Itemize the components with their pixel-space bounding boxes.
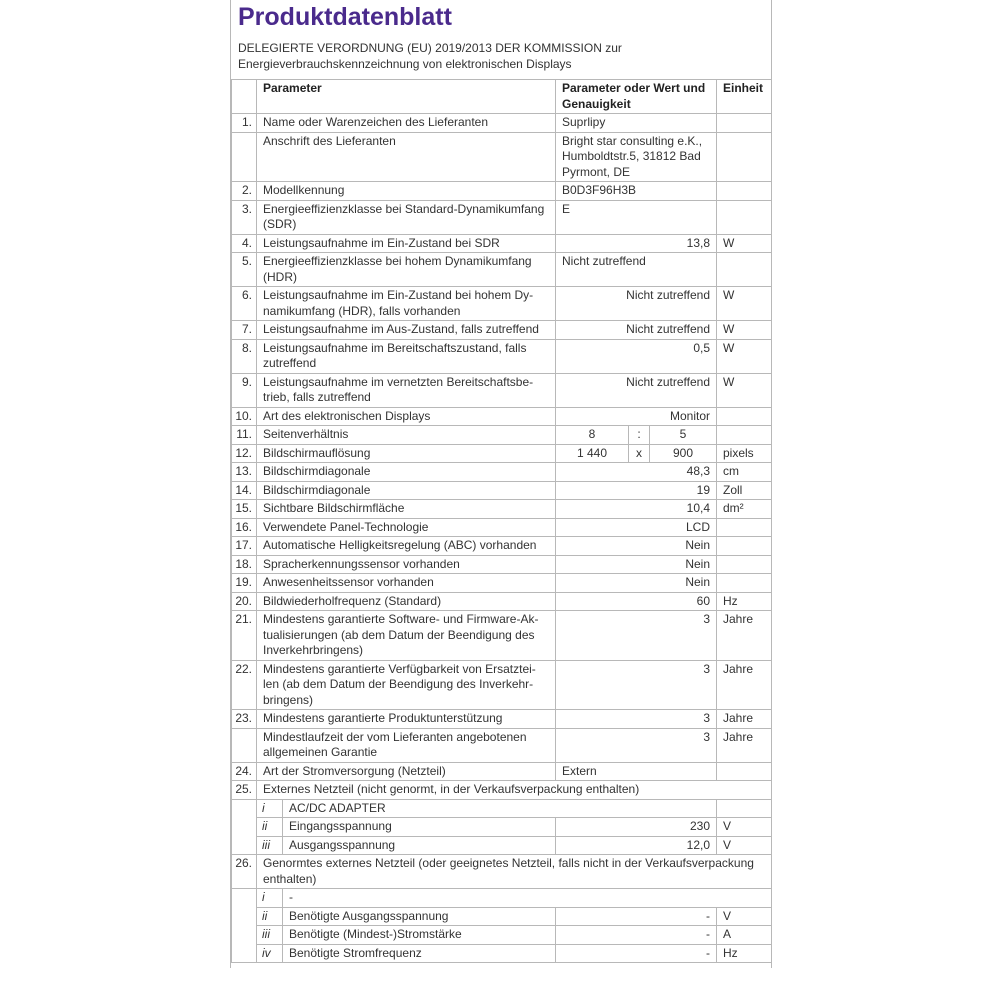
table-row: 8. Leistungsaufnahme im Bereitschaftszustand, falls zutreffend 0,5 W: [232, 339, 772, 373]
table-row: Anschrift des Lieferanten Bright star consulting e.K., Humboldtstr.5, 31812 Bad Pyrmont, DE: [232, 132, 772, 182]
table-row: 2. Modellkennung B0D3F96H3B: [232, 182, 772, 201]
table-row: 22. Mindestens garantierte Verfügbarkeit von Ersatztei- len (ab dem Datum der Beendigung des Inverkehr- bringens) 3 Jahre: [232, 660, 772, 710]
table-row: 5. Energieeffizienzklasse bei hohem Dynamikumfang (HDR) Nicht zutreffend: [232, 253, 772, 287]
table-row: 19. Anwesenheitssensor vorhanden Nein: [232, 574, 772, 593]
table-row: 17. Automatische Helligkeitsregelung (ABC) vorhanden Nein: [232, 537, 772, 556]
header-parameter: Parameter: [257, 80, 556, 114]
table-subrow: iii Ausgangsspannung 12,0 V: [232, 836, 772, 855]
table-row: 10. Art des elektronischen Displays Monitor: [232, 407, 772, 426]
table-row: 16. Verwendete Panel-Technologie LCD: [232, 518, 772, 537]
table-row: 23. Mindestens garantierte Produktunterstützung 3 Jahre: [232, 710, 772, 729]
table-subrow: ii Eingangsspannung 230 V: [232, 818, 772, 837]
page-title: Produktdatenblatt: [238, 3, 452, 31]
regulation-subtitle: [238, 40, 622, 72]
table-subrow: i -: [232, 889, 772, 908]
table-subrow: i AC/DC ADAPTER: [232, 799, 772, 818]
table-subrow: iii Benötigte (Mindest-)Stromstärke - A: [232, 926, 772, 945]
table-row: 11. Seitenverhältnis 8 : 5: [232, 426, 772, 445]
table-row: 4. Leistungsaufnahme im Ein-Zustand bei SDR 13,8 W: [232, 234, 772, 253]
table-row: 9. Leistungsaufnahme im vernetzten Bereitschaftsbe- trieb, falls zutreffend Nicht zutreffend W: [232, 373, 772, 407]
table-row: 13. Bildschirmdiagonale 48,3 cm: [232, 463, 772, 482]
table-row: 3. Energieeffizienzklasse bei Standard-Dynamikumfang (SDR) E: [232, 200, 772, 234]
table-row: 21. Mindestens garantierte Software- und Firmware-Ak- tualisierungen (ab dem Datum der Beendigung des Inverkehrbringens) 3 Jahre: [232, 611, 772, 661]
table-row: 14. Bildschirmdiagonale 19 Zoll: [232, 481, 772, 500]
table-row: 1. Name oder Warenzeichen des Lieferanten Suprlipy: [232, 114, 772, 133]
table-header: [232, 80, 772, 114]
product-data-table: [231, 79, 772, 963]
table-row: 20. Bildwiederholfrequenz (Standard) 60 Hz: [232, 592, 772, 611]
table-subrow: iv Benötigte Stromfrequenz - Hz: [232, 944, 772, 963]
datasheet: [230, 0, 772, 968]
table-row: 6. Leistungsaufnahme im Ein-Zustand bei hohem Dy- namikumfang (HDR), falls vorhanden Nicht zutreffend W: [232, 287, 772, 321]
table-subrow: ii Benötigte Ausgangsspannung - V: [232, 907, 772, 926]
header-value: Parameter oder Wert und Genauigkeit: [556, 80, 717, 114]
table-row: 25. Externes Netzteil (nicht genormt, in der Verkaufsverpackung enthalten): [232, 781, 772, 800]
table-row: 24. Art der Stromversorgung (Netzteil) Extern: [232, 762, 772, 781]
table-row: Mindestlaufzeit der vom Lieferanten angebotenen allgemeinen Garantie 3 Jahre: [232, 728, 772, 762]
header-unit: Einheit: [717, 80, 772, 114]
table-row: 15. Sichtbare Bildschirmfläche 10,4 dm²: [232, 500, 772, 519]
subtitle-line-2: Energieverbrauchskennzeichnung von elektronischen Displays: [238, 57, 572, 71]
table-row: 7. Leistungsaufnahme im Aus-Zustand, falls zutreffend Nicht zutreffend W: [232, 321, 772, 340]
table-row: 12. Bildschirmauflösung 1 440 x 900 pixels: [232, 444, 772, 463]
table-row: 26. Genormtes externes Netzteil (oder geeignetes Netzteil, falls nicht in der Verkaufsverpackung enthalten): [232, 855, 772, 889]
table-row: 18. Spracherkennungssensor vorhanden Nein: [232, 555, 772, 574]
subtitle-line-1: DELEGIERTE VERORDNUNG (EU) 2019/2013 DER KOMMISSION zur: [238, 41, 622, 55]
